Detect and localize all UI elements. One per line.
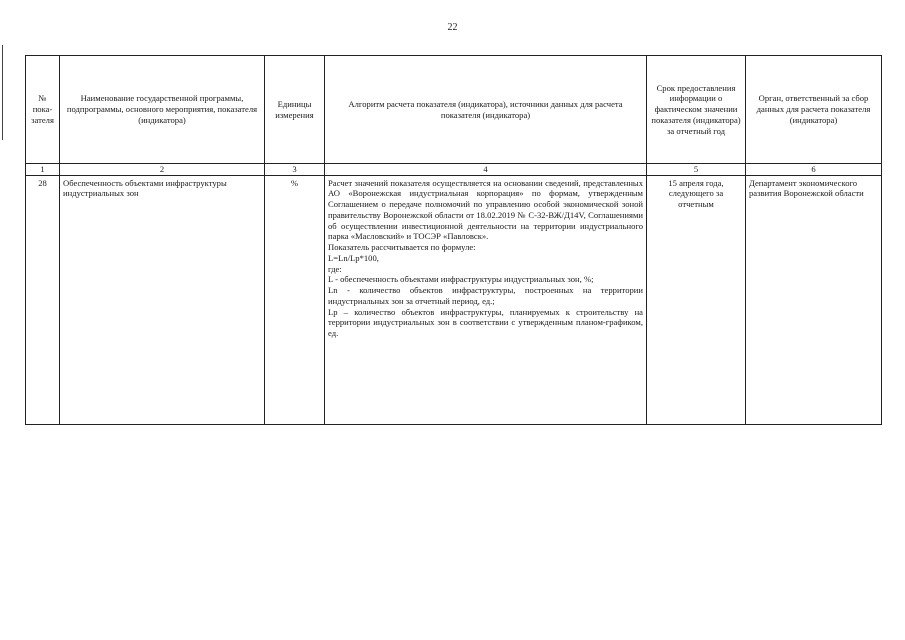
column-number: 6 [746, 164, 882, 176]
page-number: 22 [447, 22, 458, 33]
table-row [26, 175, 882, 424]
column-number-row [26, 164, 882, 176]
formula-var-lp: Lp – количество объектов инфраструктуры, планируемых к строительству на территории индустриальных зон в соответствии с утвержденным планом-графиком, ед. [328, 306, 643, 339]
column-number: 5 [647, 164, 746, 176]
header-deadline: Срок предоставления информации о фактическом значении показателя (индикатора) за отчетный год [647, 56, 746, 164]
indicator-name: Обеспеченность объектами инфраструктуры индустриальных зон [60, 175, 265, 424]
formula-var-l: L - обеспеченность объектами инфраструктуры индустриальных зон, %; [328, 274, 594, 285]
table-header-row [26, 56, 882, 164]
algorithm-cell [325, 175, 647, 424]
header-number: № пока- зателя [26, 56, 60, 164]
algorithm-text: Расчет значений показателя осуществляется на основании сведений, представленных АО «Воронежская индустриальная корпорация» по формам, утвержденным Соглашением о передаче полномочий по управлению особой экономической зоной правительству Воронежской области от 18.02.2019 № С-32-ВЖ/Д14V, Соглашениями об осуществлении инвестиционной деятельности на территории индустриального парка «Масловский» и ТОСЭР «Павловск». [328, 177, 643, 242]
margin-rule [2, 45, 3, 140]
formula-where: где: [328, 263, 342, 274]
formula: L=Ln/Lp*100, [328, 252, 379, 263]
column-number: 1 [26, 164, 60, 176]
deadline-cell: 15 апреля года, следующего за отчетным [647, 175, 746, 424]
header-name: Наименование государственной программы, подпрограммы, основного мероприятия, показателя (индикатора) [60, 56, 265, 164]
header-responsible: Орган, ответственный за сбор данных для расчета показателя (индикатора) [746, 56, 882, 164]
unit-cell: % [265, 175, 325, 424]
row-number: 28 [26, 175, 60, 424]
header-algorithm: Алгоритм расчета показателя (индикатора), источники данных для расчета показателя (индикатора) [325, 56, 647, 164]
indicators-table [25, 55, 882, 425]
header-unit: Единицы измерения [265, 56, 325, 164]
responsible-cell: Департамент экономического развития Воронежской области [746, 175, 882, 424]
column-number: 4 [325, 164, 647, 176]
column-number: 2 [60, 164, 265, 176]
formula-var-ln: Ln - количество объектов инфраструктуры, построенных на территории индустриальных зон за отчетный период, ед.; [328, 285, 643, 306]
formula-intro: Показатель рассчитывается по формуле: [328, 242, 476, 253]
column-number: 3 [265, 164, 325, 176]
